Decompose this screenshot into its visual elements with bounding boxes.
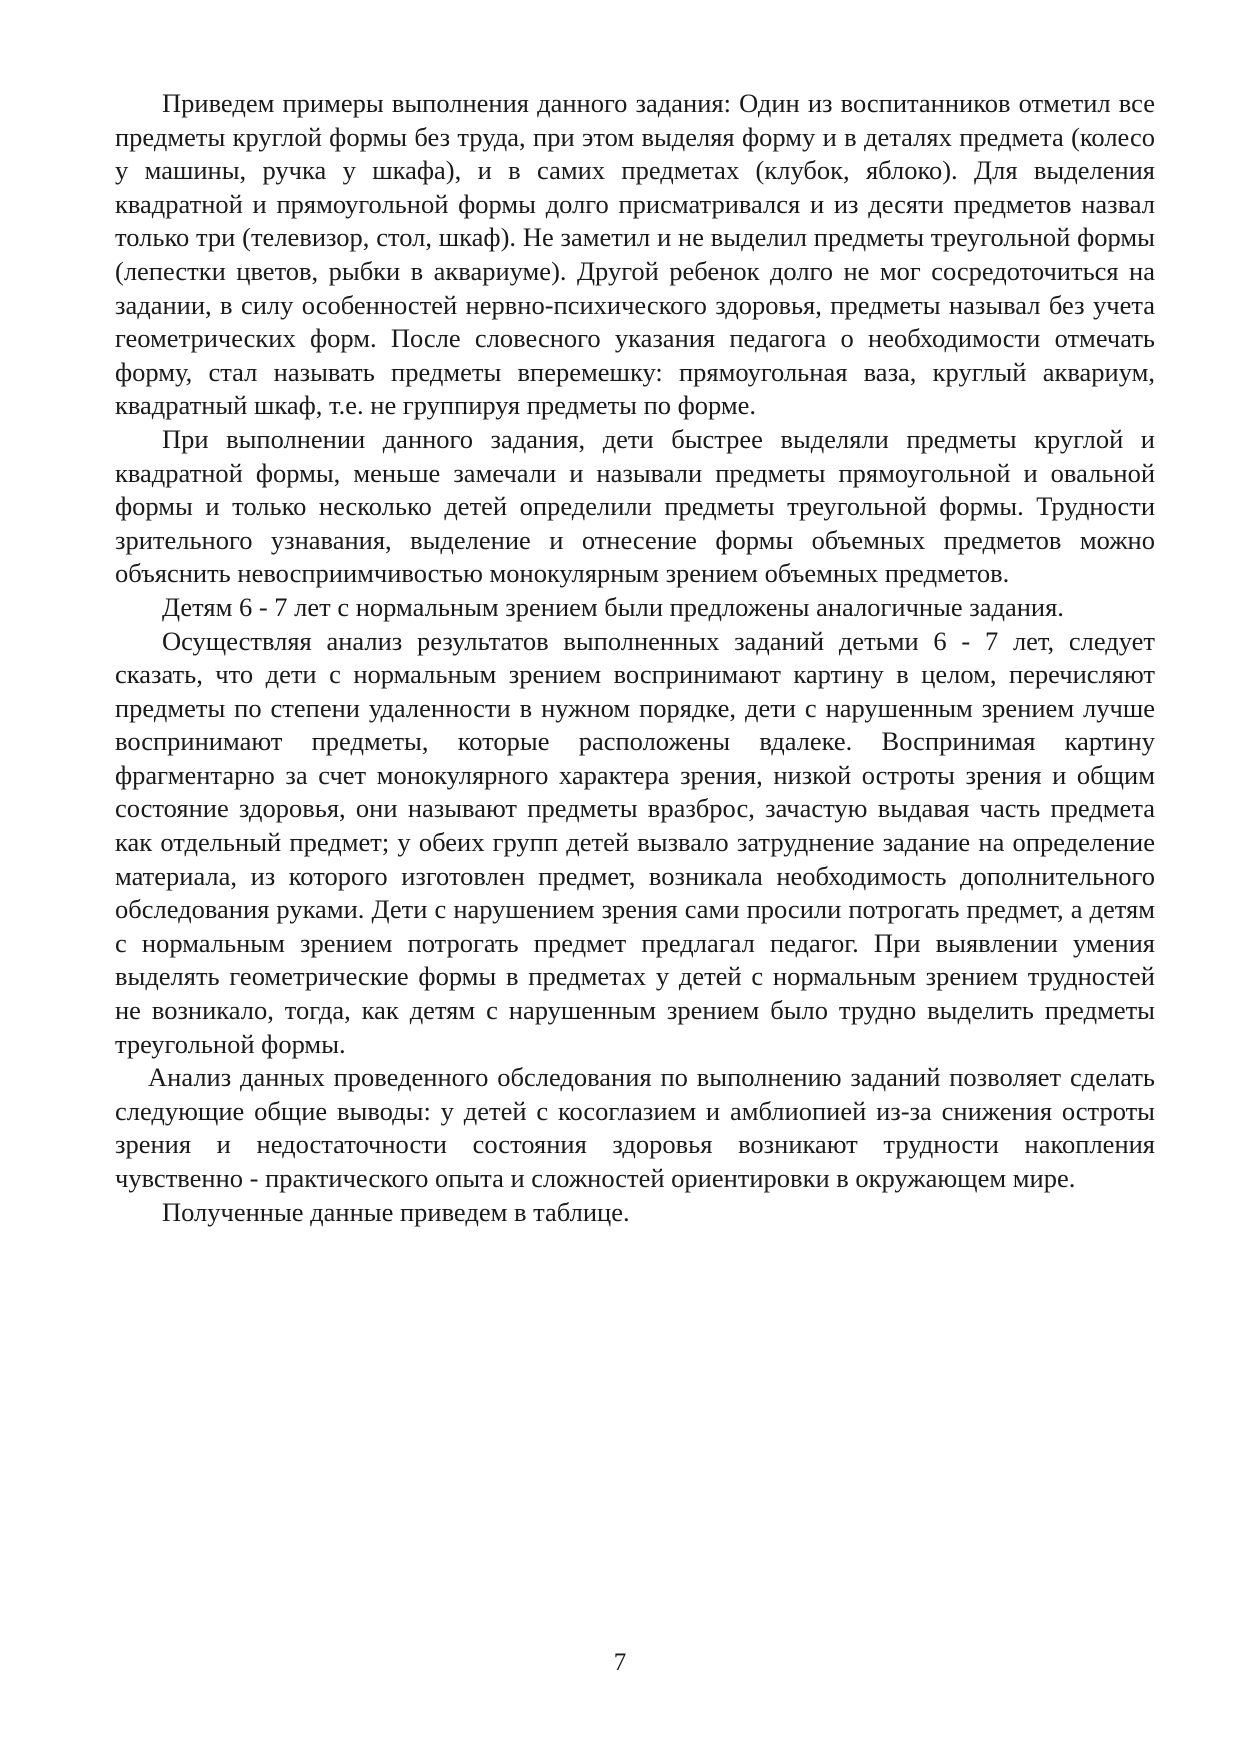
paragraph-conclusions: Анализ данных проведенного обследования по выполнению заданий позволяет сделать следующие общие выводы: у детей с косоглазием и амблиопией из-за снижения остроты зрения и недостаточности состояния здоровья возникают трудности накопления чувственно - практического опыта и сложностей ориентировки в окружающем мире.: [115, 1062, 1155, 1193]
paragraph-examples: Приведем примеры выполнения данного задания: Один из воспитанников отметил все предметы круглой формы без труда, при этом выделяя форму и в деталях предмета (колесо у машины, ручка у шкафа), и в самих предметах (клубок, яблоко). Для выделения квадратной и прямоугольной формы долго присматривался и из десяти предметов назвал только три (телевизор, стол, шкаф). Не заметил и не выделил предметы треугольной формы (лепестки цветов, рыбки в аквариуме). Другой ребенок долго не мог сосредоточиться на задании, в силу особенностей нервно-психического здоровья, предметы называл без учета геометрических форм. После словесного указания педагога о необходимости отмечать форму, стал называть предметы вперемешку: прямоугольная ваза, круглый аквариум, квадратный шкаф, т.е. не группируя предметы по форме.: [115, 88, 1155, 421]
page-number: 7: [613, 1649, 627, 1676]
paragraph-normal-vision-tasks: Детям 6 - 7 лет с нормальным зрением были предложены аналогичные задания.: [162, 591, 1064, 622]
paragraph-analysis: Осуществляя анализ результатов выполненных заданий детьми 6 - 7 лет, следует сказать, что дети с нормальным зрением воспринимают картину в целом, перечисляют предметы по степени удаленности в нужном порядке, дети с нарушенным зрением лучше воспринимают предметы, которые расположены вдалеке. Воспринимая картину фрагментарно за счет монокулярного характера зрения, низкой остроты зрения и общим состояние здоровья, они называют предметы вразброс, зачастую выдавая часть предмета как отдельный предмет; у обеих групп детей вызвало затруднение задание на определение материала, из которого изготовлен предмет, возникала необходимость дополнительного обследования руками. Дети с нарушением зрения сами просили потрогать предмет, а детям с нормальным зрением потрогать предмет предлагал педагог. При выявлении умения выделять геометрические формы в предметах у детей с нормальным зрением трудностей не возникало, тогда, как детям с нарушенным зрением было трудно выделить предметы треугольной формы.: [115, 625, 1155, 1059]
paragraph-table-intro: Полученные данные приведем в таблице.: [162, 1196, 630, 1227]
body-text: [115, 87, 1155, 1229]
paragraph-task-results: При выполнении данного задания, дети быстрее выделяли предметы круглой и квадратной формы, меньше замечали и называли предметы прямоугольной и овальной формы и только несколько детей определили предметы треугольной формы. Трудности зрительного узнавания, выделение и отнесение формы объемных предметов можно объяснить невосприимчивостью монокулярным зрением объемных предметов.: [115, 423, 1155, 589]
